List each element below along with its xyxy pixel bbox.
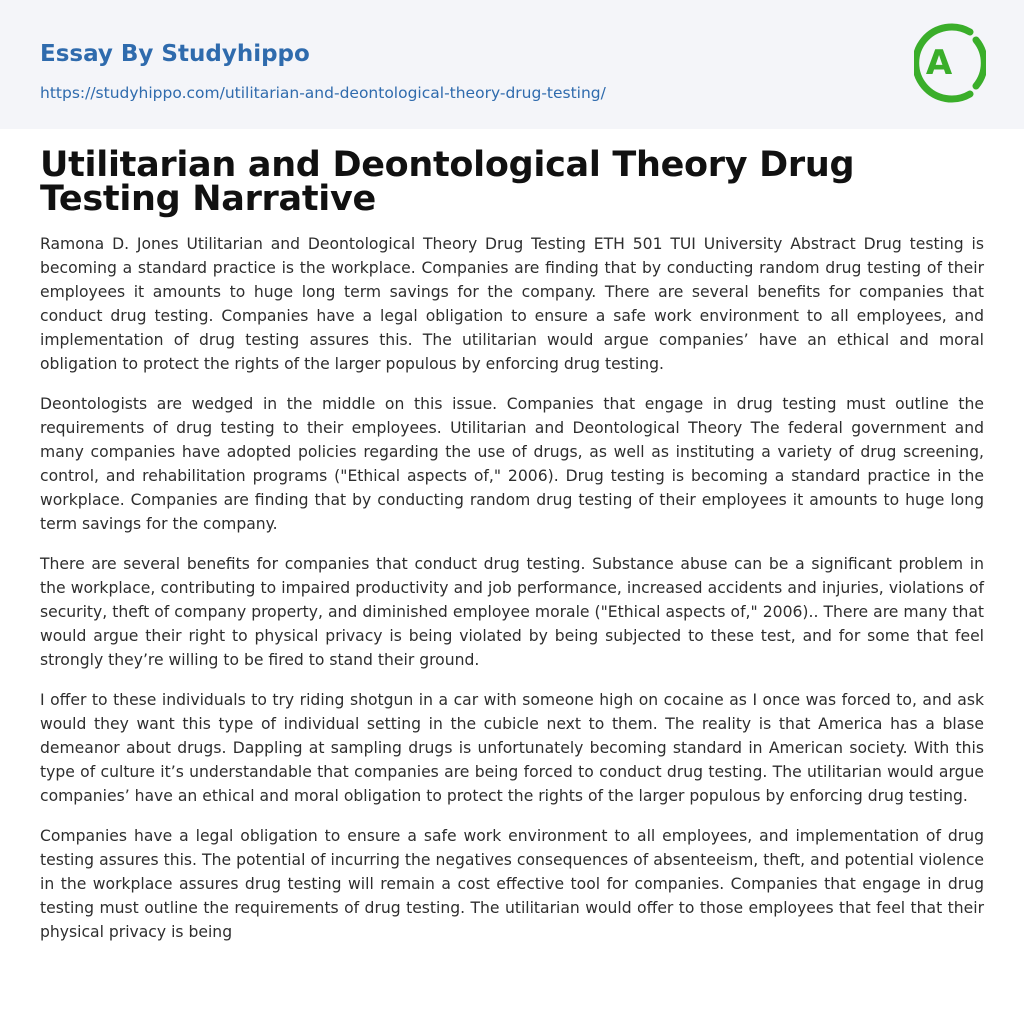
article-paragraph-4: I offer to these individuals to try riding shotgun in a car with someone high on cocaine as I once was forced to, and ask would they want this type of individual setting in the cubicle next to them. The reality is that America has a blase demeanor about drugs. Dappling at sampling drugs is unfortunately becoming standard in American society. With this type of culture it’s understandable that companies are being forced to conduct drug testing. The utilitarian would argue companies’ have an ethical and moral obligation to protect the rights of the larger populous by enforcing drug testing.	[40, 691, 984, 805]
source-url-link[interactable]: https://studyhippo.com/utilitarian-and-deontological-theory-drug-testing/	[40, 84, 606, 102]
article	[40, 145, 984, 960]
article-title: Utilitarian and Deontological Theory Drug Testing Narrative	[40, 145, 855, 219]
logo-arc-right	[976, 40, 984, 86]
article-paragraph-2: Deontologists are wedged in the middle on this issue. Companies that engage in drug testing must outline the requirements of drug testing to their employees. Utilitarian and Deontological Theory The federal government and many companies have adopted policies regarding the use of drugs, as well as instituting a variety of drug screening, control, and rehabilitation programs ("Ethical aspects of," 2006). Drug testing is becoming a standard practice in the workplace. Companies are finding that by conducting random drug testing of their employees it amounts to huge long term savings for the company.	[40, 395, 984, 533]
brand-title[interactable]: Essay By Studyhippo	[40, 41, 310, 67]
page-header	[0, 0, 1024, 129]
article-paragraph-3: There are several benefits for companies that conduct drug testing. Substance abuse can be a significant problem in the workplace, contributing to impaired productivity and job performance, increased accidents and injuries, violations of security, theft of company property, and diminished employee morale ("Ethical aspects of," 2006).. There are many that would argue their right to physical privacy is being violated by being subjected to these test, and for some that feel strongly they’re willing to be fired to stand their ground.	[40, 555, 984, 669]
logo-letter: A	[925, 43, 953, 83]
article-paragraph-1: Ramona D. Jones Utilitarian and Deontological Theory Drug Testing ETH 501 TUI University Abstract Drug testing is becoming a standard practice is the workplace. Companies are finding that by conducting random drug testing of their employees it amounts to huge long term savings for the company. There are several benefits for companies that conduct drug testing. Companies have a legal obligation to ensure a safe work environment to all employees, and implementation of drug testing assures this. The utilitarian would argue companies’ have an ethical and moral obligation to protect the rights of the larger populous by enforcing drug testing.	[40, 235, 984, 373]
studyhippo-logo-icon[interactable]	[914, 20, 986, 106]
article-paragraph-5: Companies have a legal obligation to ensure a safe work environment to all employees, and implementation of drug testing assures this. The potential of incurring the negatives consequences of absenteeism, theft, and potential violence in the workplace assures drug testing will remain a cost effective tool for companies. Companies that engage in drug testing must outline the requirements of drug testing. The utilitarian would offer to those employees that feel that their physical privacy is being	[40, 827, 984, 941]
